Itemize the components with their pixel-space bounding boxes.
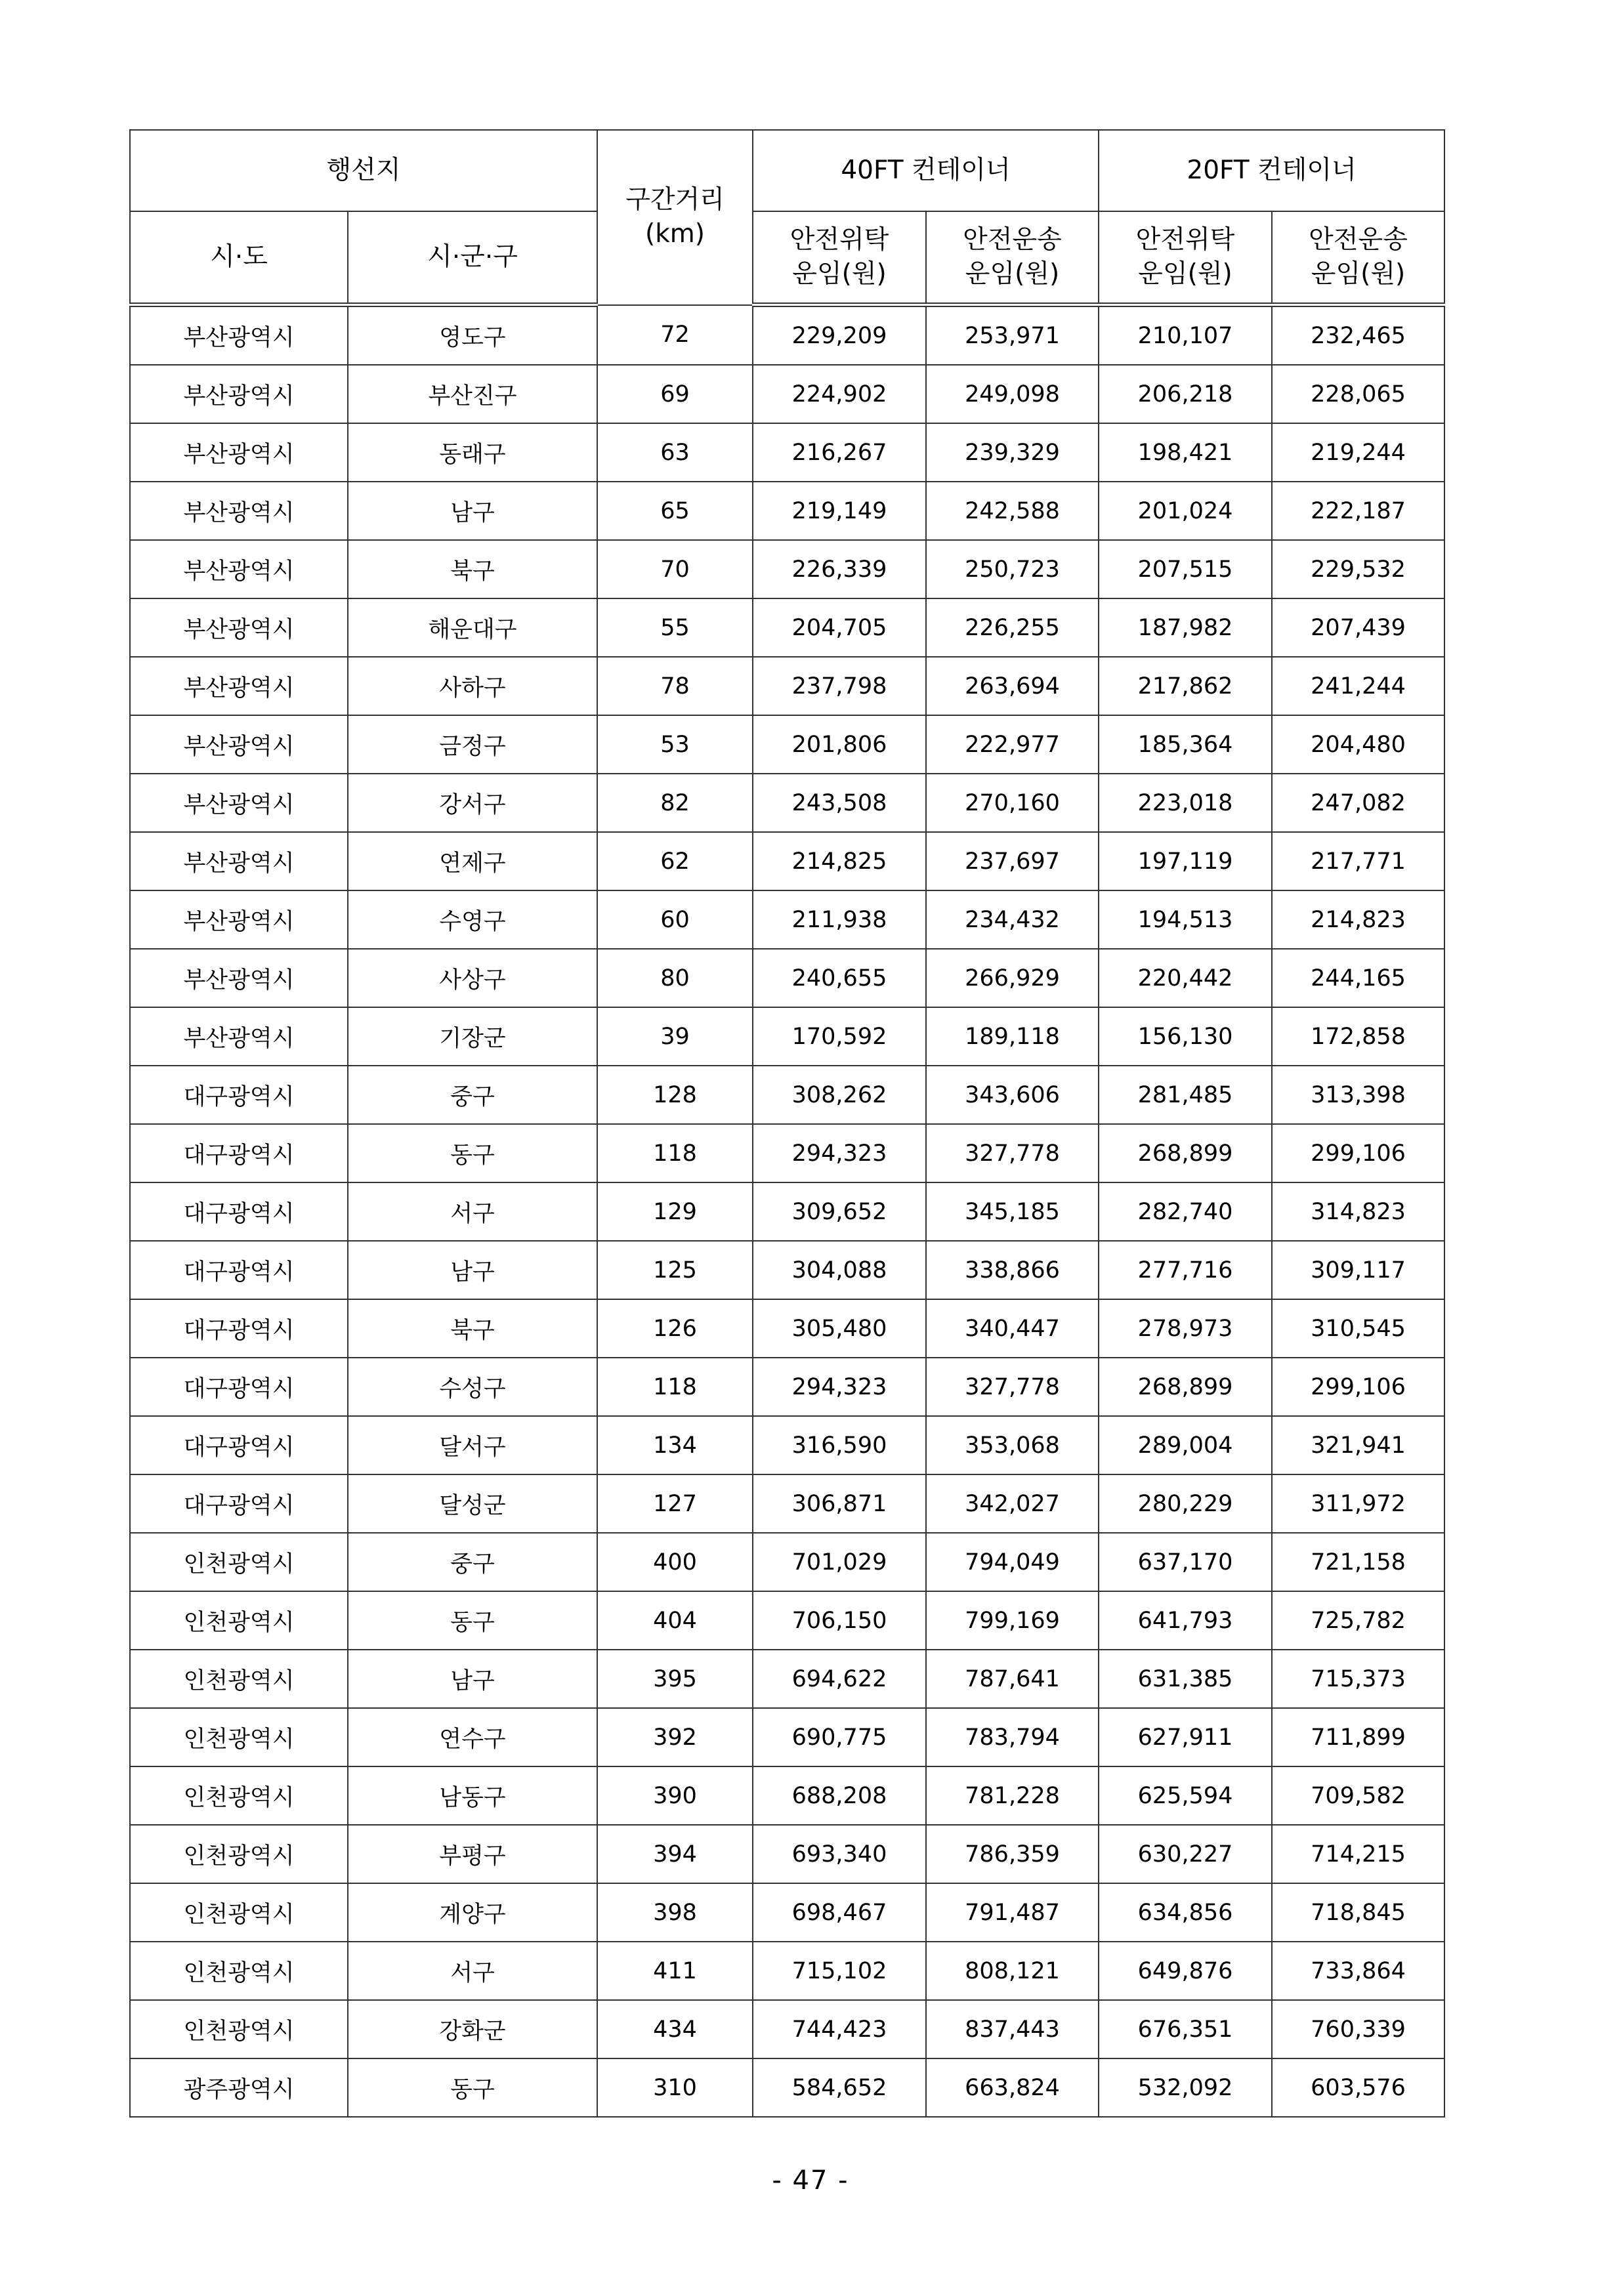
40ft-consign-fare-cell: 316,590 <box>753 1416 926 1474</box>
distance-cell: 60 <box>597 890 753 949</box>
table-row <box>130 1299 1444 1358</box>
20ft-transport-fare-cell: 299,106 <box>1272 1124 1444 1182</box>
district-cell: 강서구 <box>348 774 597 832</box>
province-cell: 대구광역시 <box>130 1416 348 1474</box>
province-cell: 인천광역시 <box>130 1825 348 1883</box>
district-cell: 남구 <box>348 482 597 540</box>
40ft-consign-fare-cell: 584,652 <box>753 2058 926 2117</box>
distance-cell: 65 <box>597 482 753 540</box>
distance-cell: 80 <box>597 949 753 1007</box>
40ft-transport-fare-cell: 253,971 <box>926 305 1099 365</box>
distance-cell: 395 <box>597 1650 753 1708</box>
40ft-transport-fare-cell: 249,098 <box>926 365 1099 423</box>
20ft-consign-fare-cell: 627,911 <box>1099 1708 1272 1766</box>
40ft-consign-fare-cell: 693,340 <box>753 1825 926 1883</box>
20ft-consign-fare-cell: 187,982 <box>1099 598 1272 657</box>
40ft-consign-fare-cell: 229,209 <box>753 305 926 365</box>
40ft-transport-fare-cell: 250,723 <box>926 540 1099 598</box>
20ft-consign-fare-header <box>1099 211 1272 305</box>
20ft-consign-fare-cell: 649,876 <box>1099 1942 1272 2000</box>
20ft-transport-fare-cell: 309,117 <box>1272 1241 1444 1299</box>
district-header: 시·군·구 <box>348 211 597 305</box>
40ft-transport-fare-cell: 239,329 <box>926 423 1099 482</box>
20ft-consign-fare-cell: 194,513 <box>1099 890 1272 949</box>
district-cell: 사하구 <box>348 657 597 715</box>
district-cell: 금정구 <box>348 715 597 774</box>
province-cell: 대구광역시 <box>130 1474 348 1533</box>
40ft-consign-fare-cell: 688,208 <box>753 1766 926 1825</box>
province-cell: 부산광역시 <box>130 949 348 1007</box>
40ft-consign-fare-cell: 219,149 <box>753 482 926 540</box>
40ft-transport-fare-cell: 837,443 <box>926 2000 1099 2058</box>
40ft-consign-line2: 운임(원) <box>792 259 887 289</box>
20ft-consign-fare-cell: 220,442 <box>1099 949 1272 1007</box>
40ft-transport-fare-cell: 242,588 <box>926 482 1099 540</box>
20ft-transport-fare-cell: 204,480 <box>1272 715 1444 774</box>
40ft-consign-line1: 안전위탁 <box>789 225 889 255</box>
40ft-transport-fare-cell: 781,228 <box>926 1766 1099 1825</box>
distance-cell: 127 <box>597 1474 753 1533</box>
table-row <box>130 482 1444 540</box>
20ft-consign-fare-cell: 268,899 <box>1099 1358 1272 1416</box>
fare-table <box>129 129 1445 2118</box>
40ft-transport-fare-cell: 338,866 <box>926 1241 1099 1299</box>
province-cell: 인천광역시 <box>130 1766 348 1825</box>
20ft-consign-fare-cell: 625,594 <box>1099 1766 1272 1825</box>
20ft-transport-fare-cell: 321,941 <box>1272 1416 1444 1474</box>
district-cell: 연수구 <box>348 1708 597 1766</box>
20ft-transport-line1: 안전운송 <box>1309 225 1408 255</box>
20ft-consign-fare-cell: 676,351 <box>1099 2000 1272 2058</box>
province-cell: 부산광역시 <box>130 657 348 715</box>
20ft-transport-fare-cell: 214,823 <box>1272 890 1444 949</box>
page-number: - 47 - <box>772 2165 849 2196</box>
20ft-transport-fare-cell: 721,158 <box>1272 1533 1444 1591</box>
province-cell: 부산광역시 <box>130 715 348 774</box>
table-row <box>130 1942 1444 2000</box>
40ft-transport-fare-cell: 340,447 <box>926 1299 1099 1358</box>
table-row <box>130 1883 1444 1942</box>
table-row <box>130 890 1444 949</box>
table-row <box>130 1241 1444 1299</box>
20ft-transport-fare-cell: 314,823 <box>1272 1182 1444 1241</box>
distance-cell: 78 <box>597 657 753 715</box>
district-cell: 달성군 <box>348 1474 597 1533</box>
20ft-consign-fare-cell: 223,018 <box>1099 774 1272 832</box>
40ft-consign-fare-header <box>753 211 926 305</box>
district-cell: 수영구 <box>348 890 597 949</box>
district-cell: 북구 <box>348 1299 597 1358</box>
table-row <box>130 1066 1444 1124</box>
district-cell: 동래구 <box>348 423 597 482</box>
district-cell: 남동구 <box>348 1766 597 1825</box>
40ft-consign-fare-cell: 694,622 <box>753 1650 926 1708</box>
distance-cell: 69 <box>597 365 753 423</box>
province-cell: 인천광역시 <box>130 1708 348 1766</box>
district-cell: 중구 <box>348 1066 597 1124</box>
20ft-transport-fare-cell: 299,106 <box>1272 1358 1444 1416</box>
20ft-transport-fare-cell: 217,771 <box>1272 832 1444 890</box>
distance-cell: 392 <box>597 1708 753 1766</box>
table-row <box>130 832 1444 890</box>
province-cell: 부산광역시 <box>130 423 348 482</box>
40ft-consign-fare-cell: 170,592 <box>753 1007 926 1066</box>
20ft-consign-fare-cell: 156,130 <box>1099 1007 1272 1066</box>
distance-cell: 128 <box>597 1066 753 1124</box>
40ft-consign-fare-cell: 243,508 <box>753 774 926 832</box>
province-cell: 인천광역시 <box>130 2000 348 2058</box>
40ft-consign-fare-cell: 294,323 <box>753 1358 926 1416</box>
table-row <box>130 1533 1444 1591</box>
table-row <box>130 2058 1444 2117</box>
20ft-consign-fare-cell: 210,107 <box>1099 305 1272 365</box>
province-cell: 인천광역시 <box>130 1942 348 2000</box>
distance-cell: 125 <box>597 1241 753 1299</box>
destination-header: 행선지 <box>130 130 597 211</box>
table-row <box>130 1766 1444 1825</box>
distance-cell: 63 <box>597 423 753 482</box>
distance-header <box>597 130 753 305</box>
20ft-consign-line1: 안전위탁 <box>1135 225 1235 255</box>
40ft-transport-fare-cell: 327,778 <box>926 1358 1099 1416</box>
table-row <box>130 1650 1444 1708</box>
district-cell: 남구 <box>348 1650 597 1708</box>
table-row <box>130 1007 1444 1066</box>
district-cell: 동구 <box>348 1124 597 1182</box>
district-cell: 영도구 <box>348 305 597 365</box>
province-cell: 부산광역시 <box>130 774 348 832</box>
20ft-transport-fare-cell: 244,165 <box>1272 949 1444 1007</box>
distance-cell: 400 <box>597 1533 753 1591</box>
20ft-transport-fare-cell: 172,858 <box>1272 1007 1444 1066</box>
distance-cell: 72 <box>597 305 753 365</box>
distance-cell: 118 <box>597 1124 753 1182</box>
20ft-transport-fare-cell: 313,398 <box>1272 1066 1444 1124</box>
20ft-transport-fare-cell: 715,373 <box>1272 1650 1444 1708</box>
40ft-transport-fare-cell: 353,068 <box>926 1416 1099 1474</box>
distance-cell: 434 <box>597 2000 753 2058</box>
20ft-transport-line2: 운임(원) <box>1311 259 1406 289</box>
table-row <box>130 2000 1444 2058</box>
distance-cell: 394 <box>597 1825 753 1883</box>
district-cell: 기장군 <box>348 1007 597 1066</box>
20ft-transport-fare-cell: 311,972 <box>1272 1474 1444 1533</box>
20ft-consign-line2: 운임(원) <box>1138 259 1232 289</box>
table-row <box>130 657 1444 715</box>
40ft-consign-fare-cell: 204,705 <box>753 598 926 657</box>
table-row <box>130 1416 1444 1474</box>
district-cell: 부산진구 <box>348 365 597 423</box>
40ft-transport-fare-cell: 263,694 <box>926 657 1099 715</box>
province-cell: 인천광역시 <box>130 1533 348 1591</box>
province-cell: 부산광역시 <box>130 305 348 365</box>
district-cell: 부평구 <box>348 1825 597 1883</box>
table-row <box>130 598 1444 657</box>
40ft-consign-fare-cell: 706,150 <box>753 1591 926 1650</box>
20ft-transport-fare-cell: 718,845 <box>1272 1883 1444 1942</box>
40ft-consign-fare-cell: 224,902 <box>753 365 926 423</box>
40ft-transport-fare-header <box>926 211 1099 305</box>
40ft-transport-fare-cell: 791,487 <box>926 1883 1099 1942</box>
distance-cell: 129 <box>597 1182 753 1241</box>
40ft-consign-fare-cell: 306,871 <box>753 1474 926 1533</box>
40ft-transport-fare-cell: 343,606 <box>926 1066 1099 1124</box>
distance-cell: 126 <box>597 1299 753 1358</box>
table-row <box>130 1358 1444 1416</box>
40ft-transport-fare-cell: 783,794 <box>926 1708 1099 1766</box>
20ft-consign-fare-cell: 641,793 <box>1099 1591 1272 1650</box>
40ft-transport-line1: 안전운송 <box>963 225 1062 255</box>
district-cell: 사상구 <box>348 949 597 1007</box>
40ft-consign-fare-cell: 216,267 <box>753 423 926 482</box>
province-cell: 부산광역시 <box>130 482 348 540</box>
distance-cell: 82 <box>597 774 753 832</box>
province-cell: 대구광역시 <box>130 1066 348 1124</box>
district-cell: 해운대구 <box>348 598 597 657</box>
district-cell: 북구 <box>348 540 597 598</box>
distance-cell: 62 <box>597 832 753 890</box>
20ft-consign-fare-cell: 634,856 <box>1099 1883 1272 1942</box>
district-cell: 동구 <box>348 2058 597 2117</box>
province-cell: 대구광역시 <box>130 1358 348 1416</box>
40ft-consign-fare-cell: 715,102 <box>753 1942 926 2000</box>
40ft-consign-fare-cell: 701,029 <box>753 1533 926 1591</box>
40ft-consign-fare-cell: 690,775 <box>753 1708 926 1766</box>
40ft-transport-fare-cell: 226,255 <box>926 598 1099 657</box>
20ft-consign-fare-cell: 532,092 <box>1099 2058 1272 2117</box>
distance-cell: 404 <box>597 1591 753 1650</box>
20ft-transport-fare-cell: 711,899 <box>1272 1708 1444 1766</box>
40ft-transport-fare-cell: 234,432 <box>926 890 1099 949</box>
20ft-consign-fare-cell: 289,004 <box>1099 1416 1272 1474</box>
40ft-transport-fare-cell: 787,641 <box>926 1650 1099 1708</box>
distance-cell: 310 <box>597 2058 753 2117</box>
20ft-consign-fare-cell: 201,024 <box>1099 482 1272 540</box>
table-row <box>130 1474 1444 1533</box>
20ft-consign-fare-cell: 630,227 <box>1099 1825 1272 1883</box>
20ft-consign-fare-cell: 268,899 <box>1099 1124 1272 1182</box>
distance-cell: 39 <box>597 1007 753 1066</box>
40ft-consign-fare-cell: 304,088 <box>753 1241 926 1299</box>
20ft-transport-fare-cell: 219,244 <box>1272 423 1444 482</box>
40ft-transport-fare-cell: 663,824 <box>926 2058 1099 2117</box>
table-row <box>130 540 1444 598</box>
distance-cell: 118 <box>597 1358 753 1416</box>
40ft-consign-fare-cell: 744,423 <box>753 2000 926 2058</box>
table-row <box>130 1591 1444 1650</box>
20ft-consign-fare-cell: 217,862 <box>1099 657 1272 715</box>
20ft-transport-fare-cell: 725,782 <box>1272 1591 1444 1650</box>
40ft-consign-fare-cell: 305,480 <box>753 1299 926 1358</box>
20ft-transport-fare-cell: 714,215 <box>1272 1825 1444 1883</box>
20ft-transport-fare-cell: 247,082 <box>1272 774 1444 832</box>
distance-cell: 70 <box>597 540 753 598</box>
province-cell: 광주광역시 <box>130 2058 348 2117</box>
20ft-consign-fare-cell: 277,716 <box>1099 1241 1272 1299</box>
header-row-1 <box>130 130 1444 211</box>
40ft-transport-fare-cell: 266,929 <box>926 949 1099 1007</box>
20ft-consign-fare-cell: 198,421 <box>1099 423 1272 482</box>
province-cell: 인천광역시 <box>130 1883 348 1942</box>
distance-cell: 390 <box>597 1766 753 1825</box>
40ft-transport-fare-cell: 237,697 <box>926 832 1099 890</box>
20ft-consign-fare-cell: 207,515 <box>1099 540 1272 598</box>
district-cell: 수성구 <box>348 1358 597 1416</box>
district-cell: 계양구 <box>348 1883 597 1942</box>
40ft-transport-fare-cell: 270,160 <box>926 774 1099 832</box>
province-cell: 부산광역시 <box>130 1007 348 1066</box>
province-cell: 부산광역시 <box>130 832 348 890</box>
district-cell: 동구 <box>348 1591 597 1650</box>
40ft-consign-fare-cell: 201,806 <box>753 715 926 774</box>
district-cell: 강화군 <box>348 2000 597 2058</box>
province-header: 시·도 <box>130 211 348 305</box>
20ft-consign-fare-cell: 281,485 <box>1099 1066 1272 1124</box>
province-cell: 부산광역시 <box>130 365 348 423</box>
table-row <box>130 1708 1444 1766</box>
province-cell: 대구광역시 <box>130 1124 348 1182</box>
40ft-transport-fare-cell: 799,169 <box>926 1591 1099 1650</box>
40ft-consign-fare-cell: 698,467 <box>753 1883 926 1942</box>
40ft-consign-fare-cell: 226,339 <box>753 540 926 598</box>
40ft-consign-fare-cell: 294,323 <box>753 1124 926 1182</box>
distance-cell: 53 <box>597 715 753 774</box>
40ft-transport-line2: 운임(원) <box>965 259 1060 289</box>
40ft-consign-fare-cell: 211,938 <box>753 890 926 949</box>
table-row <box>130 1124 1444 1182</box>
20ft-consign-fare-cell: 637,170 <box>1099 1533 1272 1591</box>
40ft-transport-fare-cell: 794,049 <box>926 1533 1099 1591</box>
40ft-consign-fare-cell: 308,262 <box>753 1066 926 1124</box>
district-cell: 서구 <box>348 1942 597 2000</box>
header-row-2 <box>130 211 1444 305</box>
40ft-transport-fare-cell: 327,778 <box>926 1124 1099 1182</box>
40ft-consign-fare-cell: 237,798 <box>753 657 926 715</box>
table-row <box>130 365 1444 423</box>
20ft-transport-fare-cell: 760,339 <box>1272 2000 1444 2058</box>
20ft-transport-fare-cell: 733,864 <box>1272 1942 1444 2000</box>
province-cell: 대구광역시 <box>130 1299 348 1358</box>
province-cell: 인천광역시 <box>130 1591 348 1650</box>
40ft-transport-fare-cell: 189,118 <box>926 1007 1099 1066</box>
province-cell: 부산광역시 <box>130 540 348 598</box>
table-row <box>130 1825 1444 1883</box>
distance-cell: 55 <box>597 598 753 657</box>
40ft-consign-fare-cell: 309,652 <box>753 1182 926 1241</box>
distance-header-line1: 구간거리 <box>625 185 725 215</box>
40ft-consign-fare-cell: 240,655 <box>753 949 926 1007</box>
distance-cell: 134 <box>597 1416 753 1474</box>
distance-cell: 411 <box>597 1942 753 2000</box>
20ft-transport-fare-cell: 310,545 <box>1272 1299 1444 1358</box>
district-cell: 달서구 <box>348 1416 597 1474</box>
20ft-consign-fare-cell: 197,119 <box>1099 832 1272 890</box>
table-row <box>130 423 1444 482</box>
distance-header-line2: (km) <box>644 219 705 249</box>
province-cell: 대구광역시 <box>130 1241 348 1299</box>
20ft-consign-fare-cell: 282,740 <box>1099 1182 1272 1241</box>
20ft-transport-fare-cell: 603,576 <box>1272 2058 1444 2117</box>
20ft-consign-fare-cell: 278,973 <box>1099 1299 1272 1358</box>
20ft-consign-fare-cell: 631,385 <box>1099 1650 1272 1708</box>
district-cell: 연제구 <box>348 832 597 890</box>
20ft-transport-fare-cell: 709,582 <box>1272 1766 1444 1825</box>
container-40ft-header: 40FT 컨테이너 <box>753 130 1099 211</box>
40ft-transport-fare-cell: 222,977 <box>926 715 1099 774</box>
table-row <box>130 305 1444 365</box>
district-cell: 서구 <box>348 1182 597 1241</box>
20ft-transport-fare-cell: 222,187 <box>1272 482 1444 540</box>
20ft-transport-fare-cell: 228,065 <box>1272 365 1444 423</box>
container-20ft-header: 20FT 컨테이너 <box>1099 130 1444 211</box>
20ft-transport-fare-header <box>1272 211 1444 305</box>
40ft-transport-fare-cell: 808,121 <box>926 1942 1099 2000</box>
province-cell: 대구광역시 <box>130 1182 348 1241</box>
40ft-transport-fare-cell: 342,027 <box>926 1474 1099 1533</box>
table-row <box>130 949 1444 1007</box>
20ft-transport-fare-cell: 241,244 <box>1272 657 1444 715</box>
20ft-consign-fare-cell: 206,218 <box>1099 365 1272 423</box>
20ft-consign-fare-cell: 280,229 <box>1099 1474 1272 1533</box>
20ft-transport-fare-cell: 232,465 <box>1272 305 1444 365</box>
20ft-consign-fare-cell: 185,364 <box>1099 715 1272 774</box>
table-header <box>130 130 1444 305</box>
20ft-transport-fare-cell: 229,532 <box>1272 540 1444 598</box>
province-cell: 부산광역시 <box>130 598 348 657</box>
table-row <box>130 715 1444 774</box>
province-cell: 인천광역시 <box>130 1650 348 1708</box>
table-row <box>130 774 1444 832</box>
distance-cell: 398 <box>597 1883 753 1942</box>
table-row <box>130 1182 1444 1241</box>
40ft-transport-fare-cell: 345,185 <box>926 1182 1099 1241</box>
district-cell: 남구 <box>348 1241 597 1299</box>
40ft-transport-fare-cell: 786,359 <box>926 1825 1099 1883</box>
20ft-transport-fare-cell: 207,439 <box>1272 598 1444 657</box>
district-cell: 중구 <box>348 1533 597 1591</box>
table-body <box>130 305 1444 2118</box>
province-cell: 부산광역시 <box>130 890 348 949</box>
40ft-consign-fare-cell: 214,825 <box>753 832 926 890</box>
